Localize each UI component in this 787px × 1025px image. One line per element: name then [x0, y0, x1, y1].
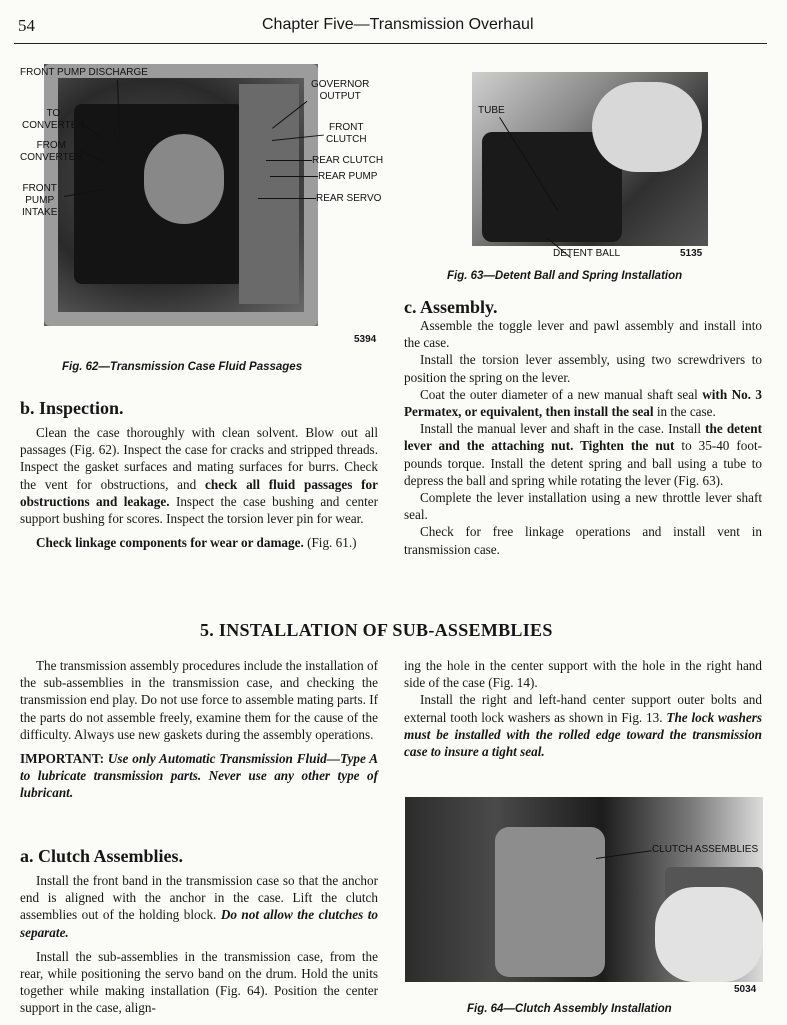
label-to-converter: TO CONVERTER — [22, 108, 85, 131]
assembly-paragraph: Assemble the toggle lever and pawl assembly and install into the case. — [404, 318, 762, 351]
clutch-paragraph: Install the front band in the transmission case so that the anchor end is aligned with the anchor in the case. Lift the clutch assemblies out of the holding block. Do not allow the clutches to separate. — [20, 873, 378, 940]
label-rear-clutch: REAR CLUTCH — [312, 155, 384, 166]
clutch-continued-body — [404, 657, 762, 760]
assembly-paragraph: Coat the outer diameter of a new manual shaft seal with No. 3 Permatex, or equivalent, then install the seal in the case. — [404, 386, 762, 420]
assembly-paragraph: Complete the lever installation using a new throttle lever shaft seal. — [404, 490, 762, 523]
label-detent-ball: DETENT BALL — [553, 248, 621, 259]
fig63-caption: Fig. 63—Detent Ball and Spring Installation — [447, 270, 683, 282]
clutch-heading: a. Clutch Assemblies. — [20, 846, 184, 866]
chapter-title: Chapter Five—Transmission Overhaul — [262, 16, 534, 33]
assembly-paragraph: Check for free linkage operations and install vent in transmission case. — [404, 524, 762, 557]
page-number: 54 — [18, 16, 35, 35]
inspection-heading: b. Inspection. — [20, 398, 124, 418]
label-governor-output: GOVERNOR OUTPUT — [311, 79, 370, 102]
fig62-caption: Fig. 62—Transmission Case Fluid Passages — [62, 361, 303, 373]
label-front-pump-intake: FRONT PUMP INTAKE — [22, 183, 58, 218]
leader-line — [258, 198, 316, 199]
section-heading: 5. INSTALLATION OF SUB-ASSEMBLIES — [200, 620, 553, 640]
clutch-body — [20, 872, 378, 1017]
fig64-photo-number: 5034 — [734, 984, 757, 995]
assembly-paragraph: Install the manual lever and shaft in the case. Install the detent lever and the attaching nut. Tighten the nut to 35-40 foot-pounds torque. Install the detent spring and ball using a tube to depress the ball and spring while rotating the lever (Fig. 63). — [404, 421, 762, 488]
label-front-pump-discharge: FRONT PUMP DISCHARGE — [20, 67, 148, 78]
clutch-paragraph: ing the hole in the center support with the hole in the right hand side of the case (Fig. 14). — [404, 658, 762, 691]
assembly-paragraph: Install the torsion lever assembly, using two screwdrivers to position the spring on the lever. — [404, 352, 762, 385]
inspection-paragraph: Clean the case thoroughly with clean solvent. Blow out all passages (Fig. 62). Inspect the case for cracks and stripped threads. Inspect the gasket surfaces and mating surfaces for burrs. Check the vent for obstructions, and check all fluid passages for obstructions and leakage. Inspect the case bushing and center support bushing for scores. Inspect the torsion lever pin for wear. — [20, 425, 378, 527]
clutch-paragraph: Install the sub-assemblies in the transmission case, from the rear, while positioning the servo band on the drum. Hold the units together while making installation (Fig. 64). Position the center support in the case, align- — [20, 948, 378, 1016]
assembly-body — [404, 317, 762, 558]
fig63-photo — [472, 72, 708, 246]
label-clutch-assemblies: CLUTCH ASSEMBLIES — [652, 844, 759, 855]
inspection-body — [20, 424, 378, 551]
label-front-clutch: FRONT CLUTCH — [326, 122, 367, 145]
installation-body — [20, 657, 378, 802]
fig63-photo-number: 5135 — [680, 248, 703, 259]
label-rear-pump: REAR PUMP — [318, 171, 378, 182]
leader-line — [266, 160, 312, 161]
fig62-photo-number: 5394 — [354, 334, 377, 345]
assembly-heading: c. Assembly. — [404, 297, 498, 317]
fig62-photo — [44, 64, 318, 326]
label-tube: TUBE — [478, 105, 505, 116]
installation-paragraph: The transmission assembly procedures include the installation of the sub-assemblies in the transmission case, and checking the transmission end play. Do not use force to assemble mating parts. If the parts do not assemble freely, examine them for the cause of the difficulty. Always use new gaskets during the assembly operations. — [20, 658, 378, 742]
clutch-paragraph: Install the right and left-hand center support outer bolts and external tooth lock washers as shown in Fig. 13. The lock washers must be installed with the rolled edge toward the transmission case to insure a tight seal. — [404, 692, 762, 760]
fig64-photo — [405, 797, 763, 982]
label-rear-servo: REAR SERVO — [316, 193, 382, 204]
important-note: IMPORTANT: Use only Automatic Transmission Fluid—Type A to lubricate transmission parts. Never use any other type of lubricant. — [20, 751, 378, 801]
fig64-caption: Fig. 64—Clutch Assembly Installation — [467, 1003, 672, 1015]
leader-line — [270, 176, 318, 177]
inspection-paragraph: Check linkage components for wear or damage. (Fig. 61.) — [36, 535, 357, 551]
header-rule — [14, 43, 767, 44]
label-from-converter: FROM CONVERTER — [20, 140, 83, 163]
